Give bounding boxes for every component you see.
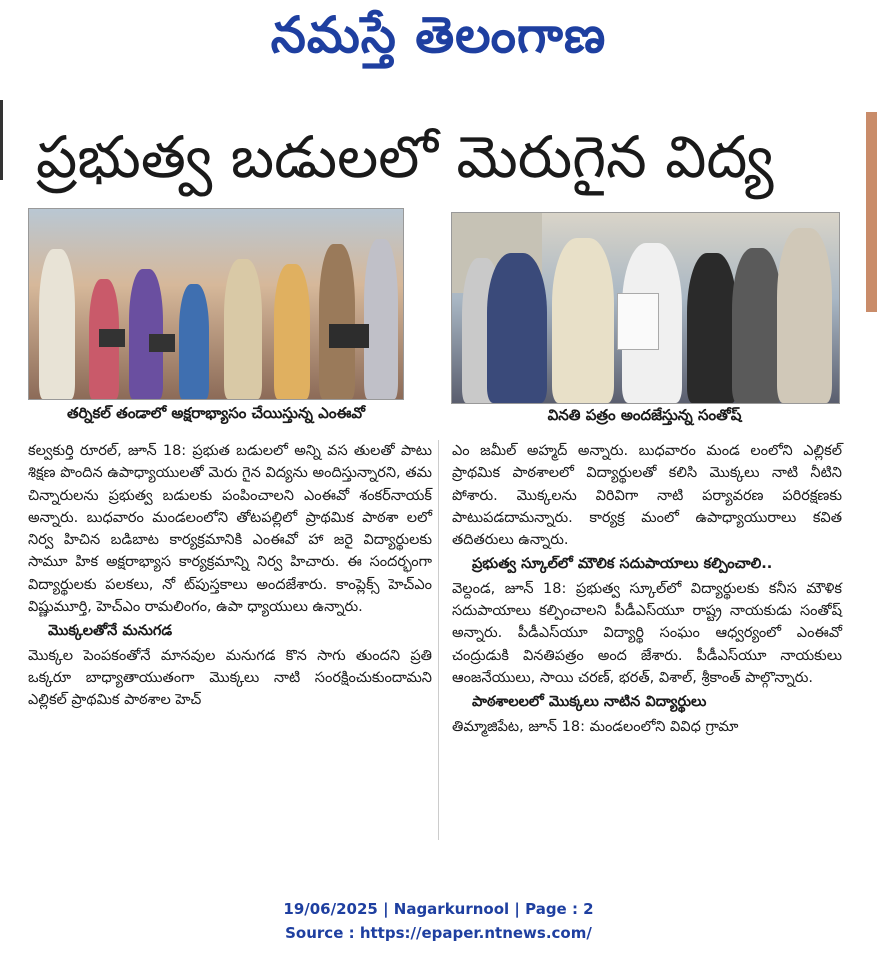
footer-source-link[interactable]: Source : https://epaper.ntnews.com/ (285, 924, 592, 942)
article-column-2 (452, 440, 842, 738)
paragraph: వెల్దండ, జూన్ 18: ప్రభుత్వ స్కూల్‌లో విద్యార్థులకు కనీస మౌళిక సదుపాయాలు కల్పించాలని పీడీఎస్‌యూ రాష్ట్ర నాయకుడు సంతోష్ అన్నారు. పీడీఎస్‌యూ విద్యార్థి సంఘం ఆధ్వర్యంలో ఎంఈవో చంద్రుడుకి వినతిపత్రం అంద జేశారు. పీడీఎస్‌యూ నాయకులు ఆంజనేయులు, సాయి చరణ్, భరత్, విశాల్, శ్రీకాంత్ పాల్గొన్నారు. (452, 580, 842, 686)
footer-date-edition: 19/06/2025 | Nagarkurnool | Page : 2 (283, 900, 594, 918)
left-margin-rule (0, 100, 3, 180)
photo1-caption: తర్నికల్ తండాలో అక్షరాభ్యాసం చేయిస్తున్న ఎంఈవో (67, 404, 365, 422)
column-divider (438, 440, 439, 840)
masthead-title: నమస్తే తెలంగాణ (270, 6, 607, 64)
paragraph: కల్వకుర్తి రూరల్, జూన్ 18: ప్రభుత బడులలో అన్ని వస తులతో పాటు శిక్షణ పొందిన ఉపాధ్యాయులతో మెరు గైన విద్యను అందిస్తున్నారని, తమ చిన్నారులను ప్రభుత్వ బడులకు పంపించాలని ఎంఈవో శంకర్‌నాయక్ అన్నారు. బుధవారం మండలంలోని తోటపల్లిలో ప్రాథమిక పాఠశా లలో నిర్వ హిచిన బడిబాట కార్యక్రమానికి ఎంఈవో హా జరై విద్యార్థులకు సామూ హిక అక్షరాభ్యాస కార్యక్రమాన్ని నిర్వ హిచారు. ఈ సందర్భంగా విద్యార్థులకు పలకలు, నో ట్‌పుస్తకాలు అందజేశారు. కాంప్లెక్స్ హెచ్‌ఎం విష్ణుమూర్తి, హెచ్‌ఎం రామలింగం, ఉపా ధ్యాయులు ఉన్నారు. (28, 443, 432, 616)
newspaper-masthead (0, 0, 877, 80)
article-headline: ప్రభుత్వ బడులలో మెరుగైన విద్య (36, 123, 774, 191)
paragraph: ఎం జమీల్ అహ్మద్ అన్నారు. బుధవారం మండ లంలోని ఎల్లికల్ ప్రాథమిక పాఠశాలలో విద్యార్థులతో కలిసి మొక్కలు నాటి నీటిని పోశారు. మొక్కలను విరివిగా నాటి పర్యావరణ పరిరక్షణకు పాటుపడదామన్నారు. కార్యక్ర మంలో ఉపాధ్యాయురాలు కవిత తదితరులు ఉన్నారు. (452, 443, 842, 549)
subheading: ప్రభుత్వ స్కూల్‌లో మౌలిక సదుపాయాలు కల్పించాలి.. (472, 556, 773, 573)
photo-memorandum (451, 212, 840, 404)
article-column-1 (28, 440, 432, 712)
photo-akshrabhyasam (28, 208, 404, 400)
subheading: మొక్కలతోనే మనుగడ (48, 623, 173, 640)
paragraph: తిమ్మాజిపేట, జూన్ 18: మండలంలోని వివిధ గ్రామా (452, 718, 739, 735)
photo2-caption: వినతి పత్రం అందజేస్తున్న సంతోష్ (547, 406, 742, 424)
paragraph: మొక్కల పెంపకంతోనే మానవుల మనుగడ కొన సాగు తుందని ప్రతి ఒక్కరూ బాధ్యాతాయుతంగా మొక్కలు నాటి సంరక్షించుకుందామని ఎల్లికల్ ప్రాథమిక పాఠశాల హెచ్ (28, 647, 432, 709)
page-footer (0, 897, 877, 945)
subheading: పాఠశాలలలో మొక్కలు నాటిన విద్యార్థులు (472, 694, 707, 711)
adjacent-article-photo-edge (866, 112, 877, 312)
